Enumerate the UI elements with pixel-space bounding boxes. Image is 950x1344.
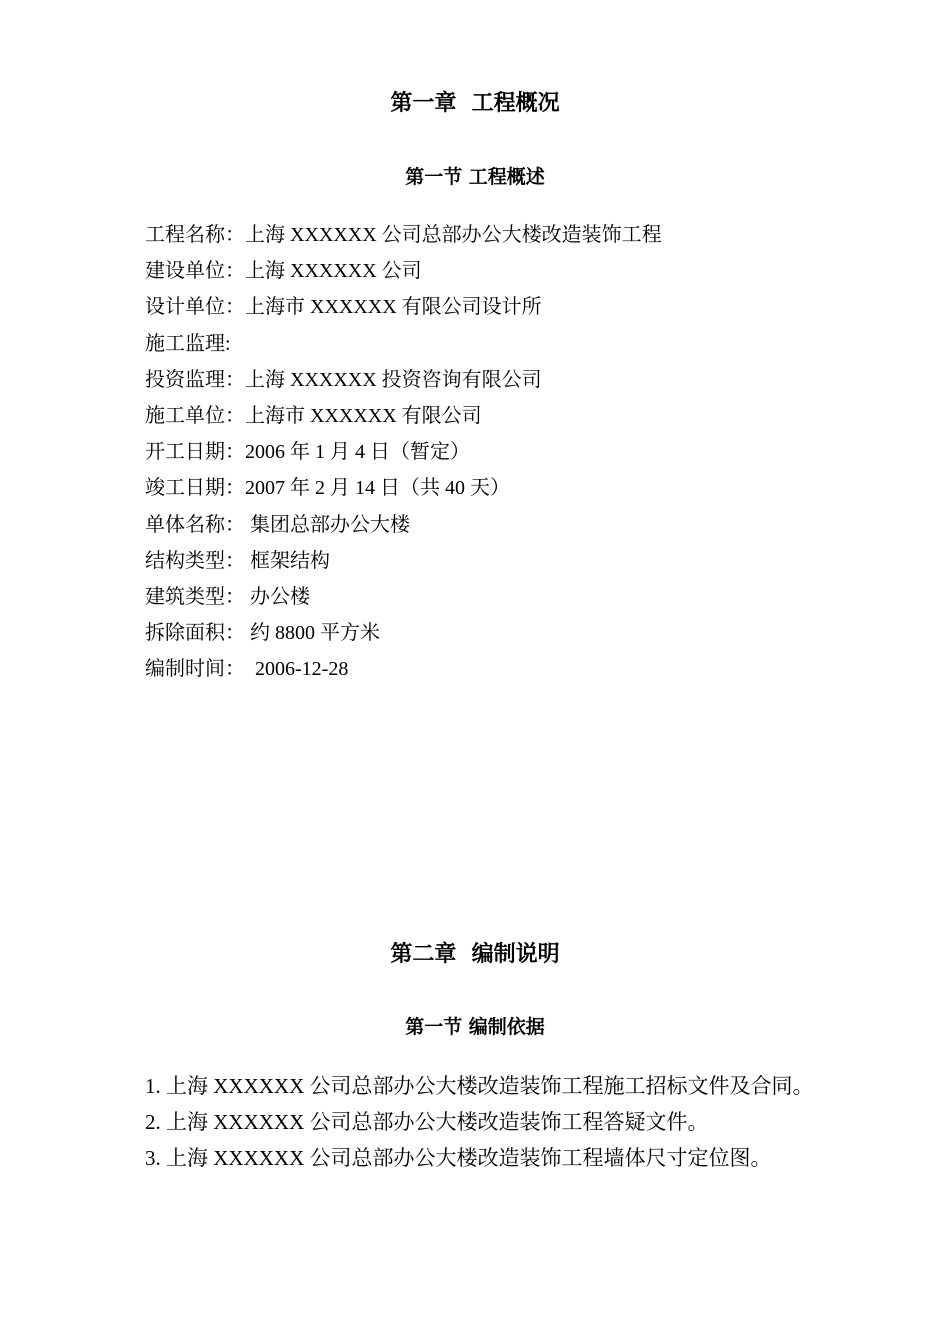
info-label: 设计单位： bbox=[145, 296, 245, 319]
info-value: 约 8800 平方米 bbox=[245, 622, 380, 645]
info-value: 上海 XXXXXX 公司总部办公大楼改造装饰工程 bbox=[245, 224, 662, 246]
chapter-1-title: 第一章 工程概况 bbox=[390, 91, 560, 116]
info-label: 拆除面积： bbox=[145, 622, 245, 645]
info-value: 上海市 XXXXXX 有限公司 bbox=[245, 404, 482, 427]
info-label: 工程名称： bbox=[145, 224, 245, 246]
info-label: 施工监理: bbox=[145, 332, 231, 355]
info-row-unit-name bbox=[145, 510, 662, 546]
basis-item: 2. 上海 XXXXXX 公司总部办公大楼改造装饰工程答疑文件。 bbox=[145, 1110, 709, 1134]
chapter-1-section-1-title: 第一节 工程概述 bbox=[405, 166, 545, 188]
info-value: 2006-12-28 bbox=[245, 658, 349, 681]
info-row-investment-supervisor bbox=[145, 365, 662, 401]
chapter-2-section-1-title: 第一节 编制依据 bbox=[405, 1016, 545, 1038]
info-row-contractor bbox=[145, 401, 662, 437]
info-row-construction-supervisor bbox=[145, 329, 662, 365]
compilation-basis-list bbox=[145, 1068, 815, 1176]
info-label: 竣工日期： bbox=[145, 477, 245, 500]
project-info-list bbox=[145, 220, 662, 690]
info-value: 上海市 XXXXXX 有限公司设计所 bbox=[245, 296, 542, 319]
info-label: 结构类型： bbox=[145, 549, 245, 572]
info-value: 上海 XXXXXX 公司 bbox=[245, 260, 422, 283]
info-value: 框架结构 bbox=[245, 549, 330, 572]
info-label: 编制时间： bbox=[145, 658, 245, 681]
info-value: 集团总部办公大楼 bbox=[245, 513, 410, 536]
info-value: 2006 年 1 月 4 日（暂定） bbox=[245, 441, 470, 464]
chapter-2-title: 第二章 编制说明 bbox=[390, 942, 560, 967]
info-row-designer bbox=[145, 292, 662, 328]
info-label: 投资监理： bbox=[145, 368, 245, 391]
info-row-project-name bbox=[145, 220, 662, 256]
info-value: 2007 年 2 月 14 日（共 40 天） bbox=[245, 477, 510, 500]
info-label: 建筑类型： bbox=[145, 585, 245, 608]
info-label: 单体名称： bbox=[145, 513, 245, 536]
info-row-owner bbox=[145, 256, 662, 292]
info-row-compile-date bbox=[145, 654, 662, 690]
info-label: 建设单位： bbox=[145, 260, 245, 283]
info-label: 施工单位： bbox=[145, 404, 245, 427]
info-row-building-type bbox=[145, 582, 662, 618]
info-row-structure-type bbox=[145, 546, 662, 582]
info-label: 开工日期： bbox=[145, 441, 245, 464]
info-value: 办公楼 bbox=[245, 585, 310, 608]
info-row-completion-date bbox=[145, 473, 662, 509]
info-row-demolition-area bbox=[145, 618, 662, 654]
basis-item: 3. 上海 XXXXXX 公司总部办公大楼改造装饰工程墙体尺寸定位图。 bbox=[145, 1146, 772, 1170]
info-row-start-date bbox=[145, 437, 662, 473]
info-value: 上海 XXXXXX 投资咨询有限公司 bbox=[245, 368, 542, 391]
basis-item: 1. 上海 XXXXXX 公司总部办公大楼改造装饰工程施工招标文件及合同。 bbox=[145, 1074, 814, 1098]
